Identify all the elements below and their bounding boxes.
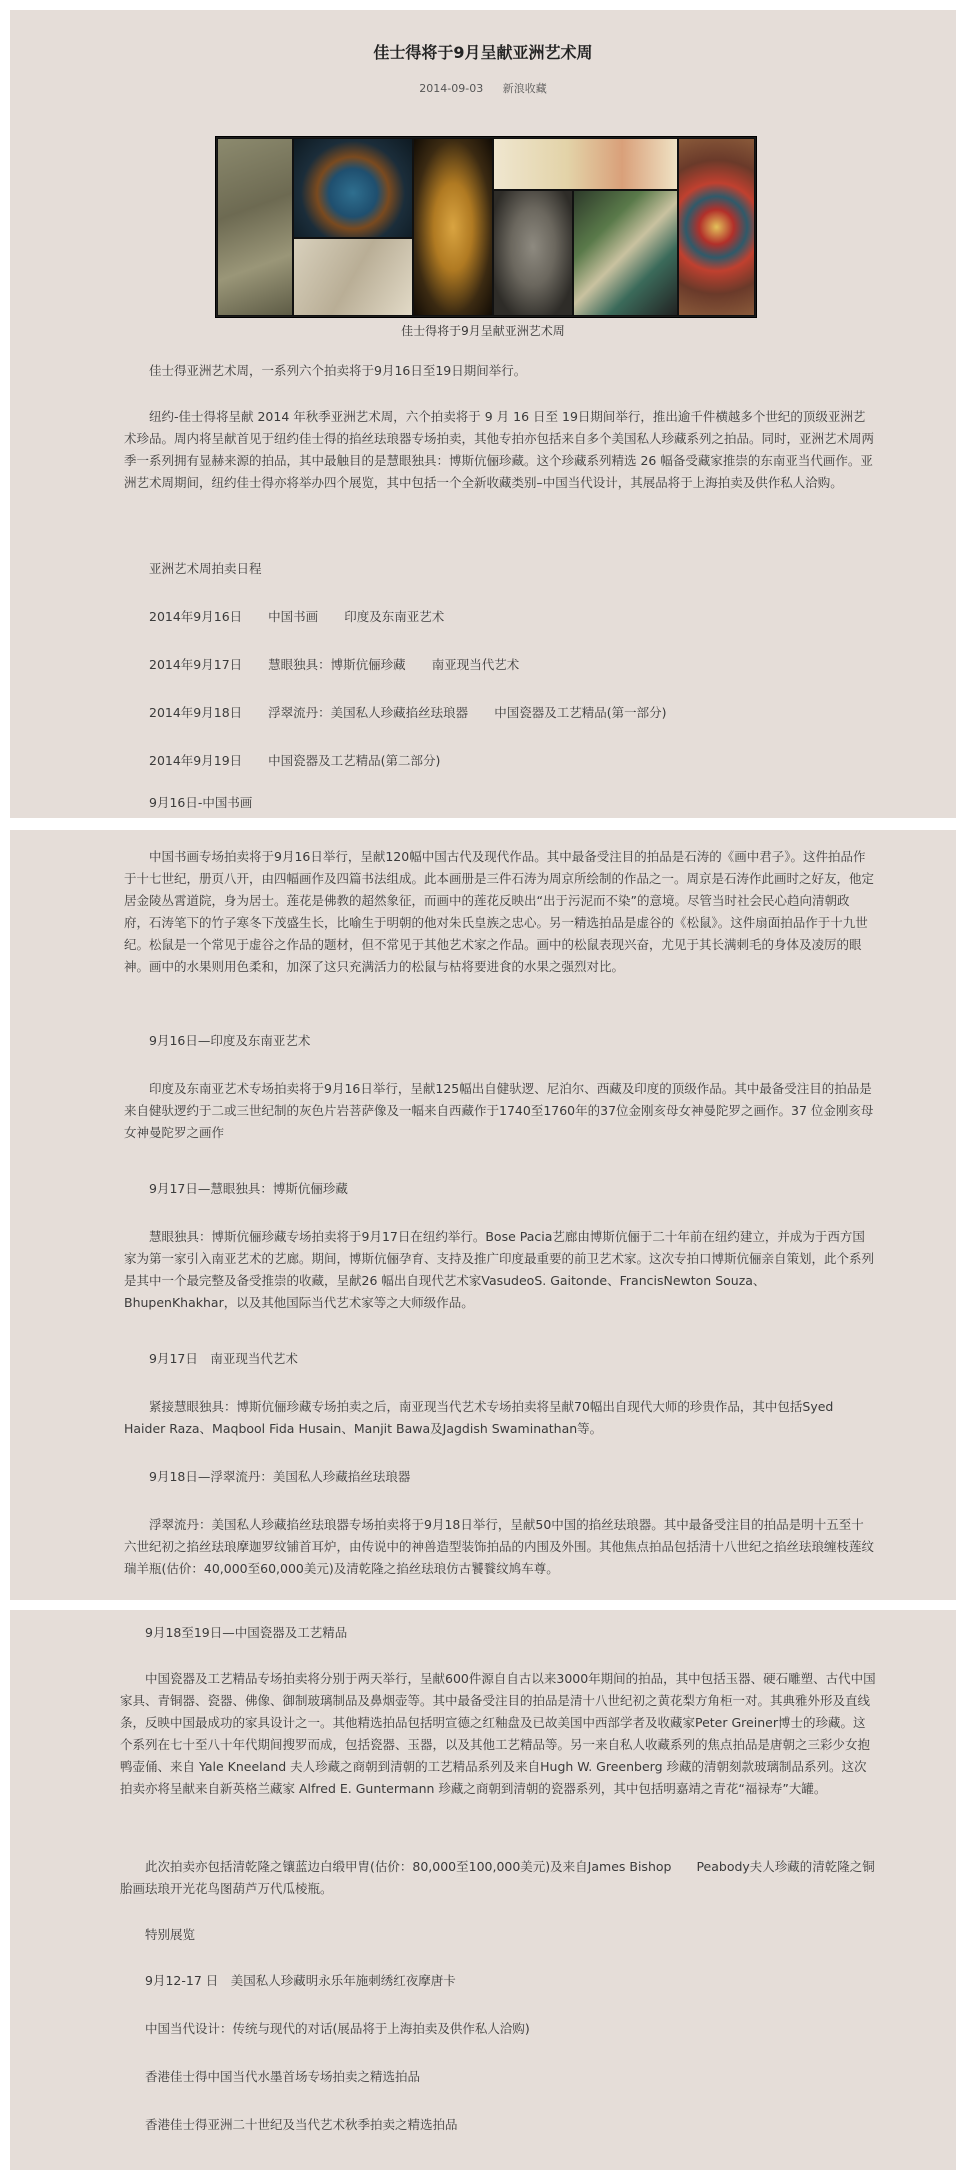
schedule-row: 2014年9月17日 慧眼独具：博斯伉俪珍藏 南亚现当代艺术 xyxy=(149,657,520,672)
article-image-collage xyxy=(215,136,757,318)
schedule-row: 2014年9月19日 中国瓷器及工艺精品(第二部分) xyxy=(149,753,441,768)
exhibition-item: 9月12-17 日 美国私人珍藏明永乐年施刺绣红夜摩唐卡 xyxy=(145,1973,456,1988)
section-heading: 9月16日—印度及东南亚艺术 xyxy=(149,1033,311,1048)
section-heading: 9月16日-中国书画 xyxy=(149,795,253,810)
image-tile-cloisonne xyxy=(293,138,413,238)
article-title: 佳士得将于9月呈献亚洲艺术周 xyxy=(373,43,593,62)
section-heading: 9月18日—浮翠流丹：美国私人珍藏掐丝珐琅器 xyxy=(149,1469,411,1484)
section-heading: 9月17日—慧眼独具：博斯伉俪珍藏 xyxy=(149,1181,348,1196)
south-asian-paragraph: 紧接慧眼独具：博斯伉俪珍藏专场拍卖之后，南亚现当代艺术专场拍卖将呈献70幅出自现代大师的珍贵作品，其中包括Syed Haider Raza、Maqbool Fida Husain、Manjit Bawa及Jagdish Swaminathan等。 xyxy=(124,1399,834,1436)
section-heading: 9月17日 南亚现当代艺术 xyxy=(149,1351,298,1366)
article-date: 2014-09-03 xyxy=(419,82,484,95)
chinese-painting-paragraph: 中国书画专场拍卖将于9月16日举行，呈献120幅中国古代及现代作品。其中最备受注目的拍品是石涛的《画中君子》。这件拍品作于十七世纪，册页八开，由四幅画作及四篇书法组成。此本画册是三件石涛为周京所绘制的作品之一。周京是石涛作此画时之好友，他定居金陵丛霄道院，身为居士。莲花是佛教的超然象征，而画中的莲花反映出“出于污泥而不染”的意境。尽管当时社会民心趋向清朝政府，石涛笔下的竹子寒冬下茂盛生长，比喻生于明朝的他对朱氏皇族之忠心。另一精选拍品是虚谷的《松鼠》。这件扇面拍品作于十九世纪。松鼠是一个常见于虚谷之作品的题材，但不常见于其他艺术家之作品。画中的松鼠表现兴奋，尤见于其长满刺毛的身体及凌厉的眼神。画中的水果则用色柔和，加深了这只充满活力的松鼠与枯将要进食的水果之强烈对比。 xyxy=(124,849,875,974)
article-panel-2 xyxy=(10,830,956,1600)
exhibition-item: 中国当代设计：传统与现代的对话(展品将于上海拍卖及供作私人洽购) xyxy=(145,2021,530,2036)
section-heading: 特别展览 xyxy=(145,1927,196,1942)
article-panel-3 xyxy=(10,1610,956,2170)
article-source[interactable]: 新浪收藏 xyxy=(502,82,547,95)
overview-paragraph: 纽约-佳士得将呈献 2014 年秋季亚洲艺术周，六个拍卖将于 9 月 16 日至 19日期间举行，推出逾千件横越多个世纪的顶级亚洲艺术珍品。周内将呈献首见于纽约佳士得的掐丝珐琅器专场拍卖，其他专拍亦包括来自多个美国私人珍藏系列之拍品。同时，亚洲艺术周两季一系列拥有显赫来源的拍品，其中最触目的是慧眼独具：博斯伉俪珍藏。这个珍藏系列精选 26 幅备受藏家推崇的东南亚当代画作。亚洲艺术周期间，纽约佳士得亦将举办四个展览，其中包括一个全新收藏类别–中国当代设计，其展品将于上海拍卖及供作私人洽购。 xyxy=(124,409,875,490)
image-tile-lotus-painting xyxy=(293,238,413,316)
image-tile-fan-painting xyxy=(493,138,678,190)
cloisonne-paragraph: 浮翠流丹：美国私人珍藏掐丝珐琅器专场拍卖将于9月18日举行，呈献50中国的掐丝珐琅器。其中最备受注目的拍品是明十五至十六世纪初之掐丝珐琅摩迦罗纹铺首耳炉，由传说中的神兽造型装饰拍品的内围及外围。其他焦点拍品包括清十八世纪之掐丝珐琅缠枝莲纹瑞羊瓶(估价：40,000至60,000美元)及清乾隆之掐丝珐琅仿古饕餮纹鸠车尊。 xyxy=(124,1517,875,1576)
image-tile-gilt-bodhisattva xyxy=(413,138,493,316)
schedule-row: 2014年9月18日 浮翠流丹：美国私人珍藏掐丝珐琅器 中国瓷器及工艺精品(第一部分) xyxy=(149,705,667,720)
image-tile-modern-painting xyxy=(573,190,678,316)
article-meta xyxy=(10,80,956,96)
exhibition-item: 香港佳士得亚洲二十世纪及当代艺术秋季拍卖之精选拍品 xyxy=(145,2117,458,2132)
india-sea-paragraph: 印度及东南亚艺术专场拍卖将于9月16日举行，呈献125幅出自健驮逻、尼泊尔、西藏及印度的顶级作品。其中最备受注目的拍品是来自健驮逻约于二或三世纪制的灰色片岩菩萨像及一幅来自西藏作于1740至1760年的37位金刚亥母女神曼陀罗之画作。37 位金刚亥母女神曼陀罗之画作 xyxy=(124,1081,874,1140)
armor-paragraph: 此次拍卖亦包括清乾隆之镶蓝边白缎甲胄(估价：80,000至100,000美元)及来自James Bishop Peabody夫人珍藏的清乾隆之铜胎画珐琅开光花鸟图葫芦万代瓜棱瓶。 xyxy=(120,1859,875,1896)
schedule-row: 2014年9月16日 中国书画 印度及东南亚艺术 xyxy=(149,609,445,624)
intro-paragraph: 佳士得亚洲艺术周，一系列六个拍卖将于9月16日至19日期间举行。 xyxy=(149,363,527,378)
image-caption: 佳士得将于9月呈献亚洲艺术周 xyxy=(401,324,565,338)
image-tile-stone-head xyxy=(493,190,573,316)
image-tile-scroll xyxy=(217,138,293,316)
bose-collection-paragraph: 慧眼独具：博斯伉俪珍藏专场拍卖将于9月17日在纽约举行。Bose Pacia艺廊由博斯伉俪于二十年前在纽约建立，并成为于西方国家为第一家引入南亚艺术的艺廊。期间，博斯伉俪孕育、支持及推广印度最重要的前卫艺术家。这次专拍口博斯伉俪亲自策划，此个系列是其中一个最完整及备受推崇的收藏，呈献26 幅出自现代艺术家VasudeoS. Gaitonde、FrancisNewton Souza、BhupenKhakhar，以及其他国际当代艺术家等之大师级作品。 xyxy=(124,1229,875,1310)
section-heading: 9月18至19日—中国瓷器及工艺精品 xyxy=(145,1625,348,1640)
schedule-title: 亚洲艺术周拍卖日程 xyxy=(149,561,262,576)
exhibition-item: 香港佳士得中国当代水墨首场专场拍卖之精选拍品 xyxy=(145,2069,421,2084)
article-panel-1 xyxy=(10,10,956,818)
ceramics-paragraph: 中国瓷器及工艺精品专场拍卖将分别于两天举行，呈献600件源自自古以来3000年期间的拍品，其中包括玉器、硬石雕塑、古代中国家具、青铜器、瓷器、佛像、御制玻璃制品及鼻烟壶等。其中最备受注目的拍品是清十八世纪初之黄花梨方角柜一对。其典雅外形及直线条，反映中国最成功的家具设计之一。其他精选拍品包括明宣德之红釉盘及已故美国中西部学者及收藏家Peter Greiner博士的珍藏。这个系列在七十至八十年代期间搜罗而成，包括瓷器、玉器，以及其他工艺精品等。另一来自私人收藏系列的焦点拍品是唐朝之三彩少女抱鸭壶俑、来自 Yale Kneeland 夫人珍藏之商朝到清朝的工艺精品系列及来自Hugh W. Greenberg 珍藏的清朝刻款玻璃制品系列。这次拍卖亦将呈献来自新英格兰藏家 Alfred E. Guntermann 珍藏之商朝到清朝的瓷器系列，其中包括明嘉靖之青花“福禄寿”大罐。 xyxy=(120,1671,876,1796)
image-tile-mandala xyxy=(678,138,755,316)
